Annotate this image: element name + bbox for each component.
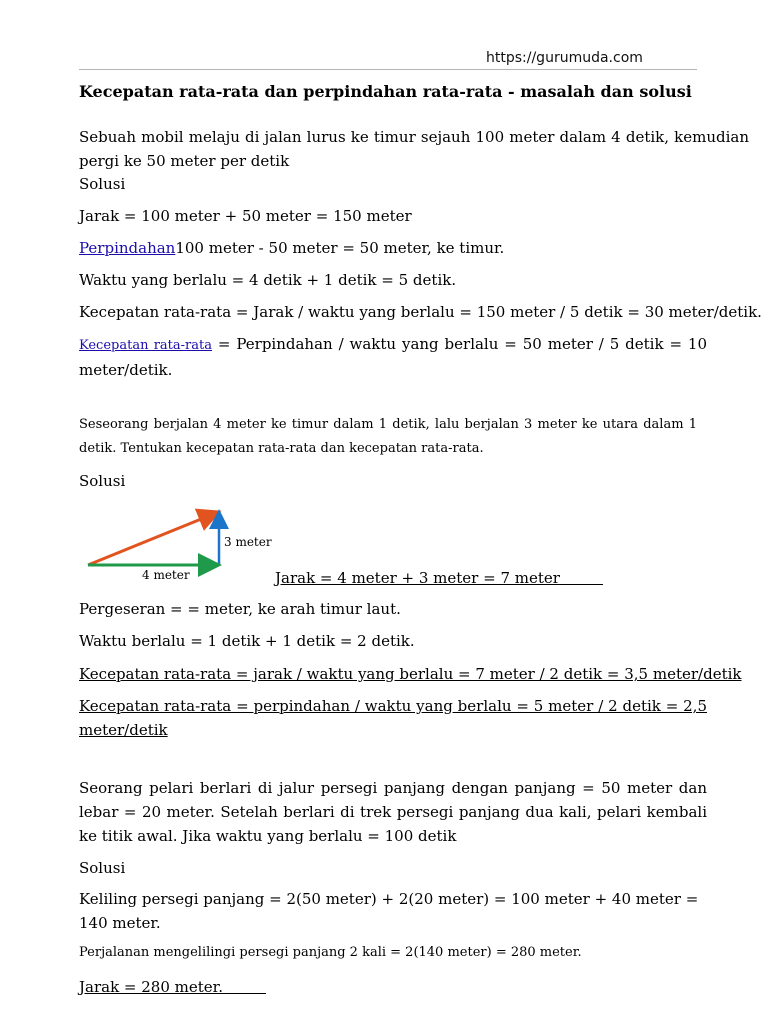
problem3-jarak-text: Jarak = 280 meter. — [79, 978, 223, 996]
problem3-perjalanan: Perjalanan mengelilingi persegi panjang 2 kali = 2(140 meter) = 280 meter. — [79, 945, 582, 960]
problem2-solusi: Solusi — [79, 472, 126, 490]
perpindahan-link[interactable]: Perpindahan — [79, 239, 176, 257]
problem1-waktu: Waktu yang berlalu = 4 detik + 1 detik = 5 detik. — [79, 271, 457, 289]
problem2-jarak — [275, 566, 603, 590]
problem3-keliling-2: 140 meter. — [79, 914, 161, 932]
problem1-kecepatan2 — [79, 332, 707, 382]
problem3-keliling-1: Keliling persegi panjang = 2(50 meter) + 2(20 meter) = 100 meter + 40 meter = — [79, 890, 699, 908]
problem2-kecepatan1: Kecepatan rata-rata = jarak / waktu yang berlalu = 7 meter / 2 detik = 3,5 meter/detik — [79, 665, 742, 683]
problem1-jarak: Jarak = 100 meter + 50 meter = 150 meter — [79, 207, 412, 225]
header-divider — [79, 69, 697, 70]
label-3-meter: 3 meter — [224, 535, 272, 549]
problem2-pergeseran: Pergeseran = = meter, ke arah timur laut. — [79, 600, 401, 618]
problem1-text: Sebuah mobil melaju di jalan lurus ke timur sejauh 100 meter dalam 4 detik, kemudian pergi ke 50 meter per detik — [79, 128, 749, 170]
problem1-perpindahan — [79, 236, 504, 260]
perpindahan-text: 100 meter - 50 meter = 50 meter, ke timur. — [175, 239, 505, 257]
kecepatan-link[interactable]: Kecepatan rata-rata — [79, 338, 212, 353]
problem2-text: Seseorang berjalan 4 meter ke timur dalam 1 detik, lalu berjalan 3 meter ke utara dalam 1 detik. Tentukan kecepatan rata-rata dan kecepatan rata-rata. — [79, 417, 697, 456]
problem1-solusi: Solusi — [79, 175, 126, 193]
problem3-jarak — [79, 975, 266, 999]
problem2-jarak-text: Jarak = 4 meter + 3 meter = 7 meter — [275, 569, 560, 587]
problem1-kecepatan1: Kecepatan rata-rata = Jarak / waktu yang berlalu = 150 meter / 5 detik = 30 meter/detik. — [79, 303, 762, 321]
label-4-meter: 4 meter — [142, 568, 190, 582]
problem2-waktu: Waktu berlalu = 1 detik + 1 detik = 2 detik. — [79, 632, 415, 650]
problem3-solusi: Solusi — [79, 859, 126, 877]
problem3-text: Seorang pelari berlari di jalur persegi panjang dengan panjang = 50 meter dan lebar = 20 meter. Setelah berlari di trek persegi panjang dua kali, pelari kembali ke titik awal. Jika waktu yang berlalu = 100 detik — [79, 779, 707, 845]
kecepatan2-text: = Perpindahan / waktu yang berlalu = 50 meter / 5 detik = 10 meter/detik. — [79, 335, 707, 379]
vector-diagram — [80, 500, 280, 590]
header-url[interactable]: https://gurumuda.com — [486, 50, 643, 66]
page-title: Kecepatan rata-rata dan perpindahan rata-rata - masalah dan solusi — [79, 82, 692, 101]
problem2-kecepatan2: Kecepatan rata-rata = perpindahan / waktu yang berlalu = 5 meter / 2 detik = 2,5 meter/detik — [79, 697, 707, 739]
resultant-arrow — [88, 513, 216, 565]
